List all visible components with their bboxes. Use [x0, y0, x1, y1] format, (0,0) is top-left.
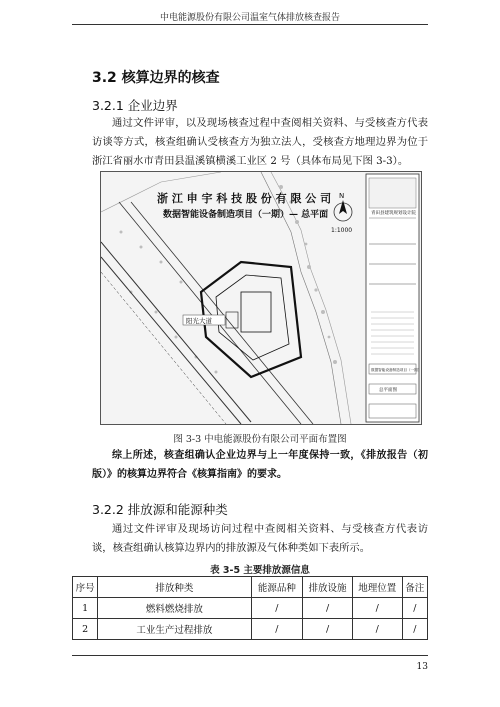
road-label: 阳光大道: [186, 317, 212, 325]
emission-sources-table: [72, 576, 428, 640]
table-cell: /: [402, 619, 427, 640]
table-header-row: [73, 577, 428, 598]
site-plan-figure: [100, 171, 422, 425]
table-row: [73, 598, 428, 619]
scale-label: 1:1000: [331, 227, 353, 234]
table-cell: /: [402, 598, 427, 619]
subsection-heading-boundary: 3.2.1 企业边界: [92, 98, 178, 113]
table-row: [73, 619, 428, 640]
table-caption: 表 3-5 主要排放源信息: [210, 565, 310, 576]
header-cell: 备注: [402, 577, 427, 598]
table-cell: /: [303, 619, 353, 640]
table-cell: 1: [73, 598, 98, 619]
header-cell: 排放设施: [303, 577, 353, 598]
table-cell: /: [352, 598, 402, 619]
north-label: N: [339, 192, 345, 200]
header-cell: 排放种类: [98, 577, 251, 598]
footer-rule: [72, 655, 428, 656]
table-cell: /: [352, 619, 402, 640]
figure-caption: 图 3-3 中电能源股份有限公司平面布置图: [173, 434, 347, 445]
section-heading: 3.2 核算边界的核查: [92, 70, 220, 86]
running-header: 中电能源股份有限公司温室气体排放核查报告: [159, 13, 340, 23]
table-cell: 燃料燃烧排放: [98, 598, 251, 619]
map-title-line2: 数据智能设备制造项目（一期）— 总平面: [163, 210, 329, 220]
table-cell: /: [251, 619, 303, 640]
boundary-paragraph: 通过文件评审，以及现场核查过程中查阅相关资料、与受核查方代表访谈等方式，核查组确认受核查方为独立法人，受核查方地理边界为位于浙江省丽水市青田县温溪镇横溪工业区 2 号（具体布局见下图 3-3）。: [92, 117, 428, 167]
site-plan-drawing: [101, 172, 421, 424]
subsection-heading-sources: 3.2.2 排放源和能源种类: [92, 502, 228, 517]
summary-paragraph: 综上所述，核查组确认企业边界与上一年度保持一致，《排放报告（初版）》的核算边界符合《核算指南》的要求。: [92, 450, 428, 480]
header-cell: 能源品种: [251, 577, 303, 598]
table-cell: 工业生产过程排放: [98, 619, 251, 640]
table-cell: /: [251, 598, 303, 619]
sources-paragraph: 通过文件评审及现场访问过程中查阅相关资料、与受核查方代表访谈，核查组确认核算边界内的排放源及气体种类如下表所示。: [92, 523, 428, 554]
page-number: 13: [416, 662, 428, 672]
side-panel-title: 青田县建筑规划设计院: [371, 211, 416, 216]
side-panel-label1: 总平面图: [379, 388, 397, 393]
map-title-line1: 浙 江 申 宇 科 技 股 份 有 限 公 司: [157, 192, 332, 205]
table-cell: 2: [73, 619, 98, 640]
side-panel-label2: 数据智能设备制造项目（一期）: [371, 368, 421, 372]
header-rule: [72, 24, 428, 25]
table-cell: /: [303, 598, 353, 619]
header-cell: 地理位置: [352, 577, 402, 598]
header-cell: 序号: [73, 577, 98, 598]
